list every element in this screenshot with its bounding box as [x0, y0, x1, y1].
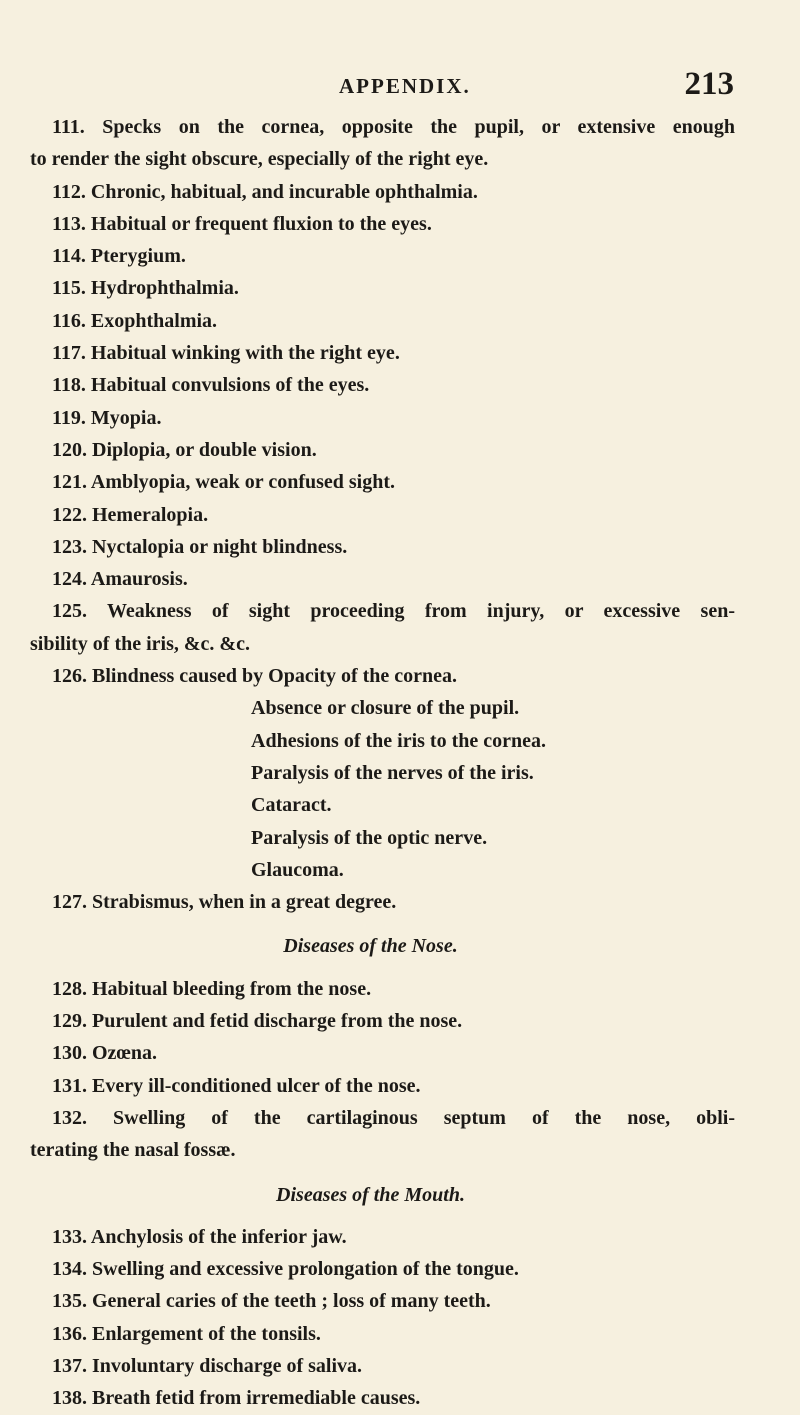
entry-121: 121. Amblyopia, weak or confused sight.	[52, 471, 396, 494]
entry-117: 117. Habitual winking with the right eye.	[52, 342, 400, 365]
running-head: APPENDIX.	[339, 74, 471, 98]
entry-135: 135. General caries of the teeth ; loss of many teeth.	[52, 1290, 491, 1313]
entry-129: 129. Purulent and fetid discharge from the nose.	[52, 1010, 463, 1033]
entry-126-sub-2: Adhesions of the iris to the cornea.	[251, 729, 546, 752]
entry-113: 113. Habitual or frequent fluxion to the eyes.	[52, 212, 432, 235]
page-header	[0, 66, 800, 112]
entry-123: 123. Nyctalopia or night blindness.	[52, 535, 348, 558]
entry-132-line-2: terating the nasal fossæ.	[30, 1139, 236, 1162]
entry-126: 126. Blindness caused by Opacity of the cornea.	[52, 665, 458, 688]
entry-125-line-1: 125. Weakness of sight proceeding from injury, or excessive sen-	[52, 600, 735, 623]
entry-126-sub-4: Cataract.	[251, 794, 332, 817]
entry-136: 136. Enlargement of the tonsils.	[52, 1322, 321, 1345]
entry-112: 112. Chronic, habitual, and incurable ophthalmia.	[52, 180, 478, 203]
entry-127: 127. Strabismus, when in a great degree.	[52, 891, 397, 914]
entry-126-sub-6: Glaucoma.	[251, 858, 344, 881]
entry-137: 137. Involuntary discharge of saliva.	[52, 1354, 363, 1377]
entry-126-sub-5: Paralysis of the optic nerve.	[251, 826, 488, 849]
section-heading-nose: Diseases of the Nose.	[283, 935, 458, 958]
entry-125-line-2: sibility of the iris, &c. &c.	[30, 632, 250, 655]
entry-114: 114. Pterygium.	[52, 245, 186, 268]
entry-115: 115. Hydrophthalmia.	[52, 277, 239, 300]
entry-111-line-1: 111. Specks on the cornea, opposite the pupil, or extensive enough	[52, 116, 735, 138]
entry-130: 130. Ozœna.	[52, 1042, 157, 1065]
entry-122: 122. Hemeralopia.	[52, 503, 209, 526]
entry-133: 133. Anchylosis of the inferior jaw.	[52, 1225, 347, 1248]
entry-132-line-1: 132. Swelling of the cartilaginous septum of the nose, obli-	[52, 1106, 735, 1129]
entry-126-sub-1: Absence or closure of the pupil.	[251, 697, 520, 720]
entry-111-line-2: to render the sight obscure, especially of the right eye.	[30, 148, 489, 171]
entry-126-sub-3: Paralysis of the nerves of the iris.	[251, 761, 534, 784]
entry-118: 118. Habitual convulsions of the eyes.	[52, 374, 370, 397]
section-heading-mouth: Diseases of the Mouth.	[276, 1183, 465, 1206]
entry-128: 128. Habitual bleeding from the nose.	[52, 977, 372, 1000]
entry-119: 119. Myopia.	[52, 406, 162, 429]
entry-131: 131. Every ill-conditioned ulcer of the nose.	[52, 1074, 421, 1097]
entry-116: 116. Exophthalmia.	[52, 309, 218, 332]
entry-138: 138. Breath fetid from irremediable causes.	[52, 1387, 421, 1410]
page-body	[30, 111, 735, 1415]
entry-134: 134. Swelling and excessive prolongation of the tongue.	[52, 1258, 519, 1281]
entry-120: 120. Diplopia, or double vision.	[52, 438, 317, 461]
entry-124: 124. Amaurosis.	[52, 568, 188, 591]
page-number: 213	[684, 66, 734, 102]
